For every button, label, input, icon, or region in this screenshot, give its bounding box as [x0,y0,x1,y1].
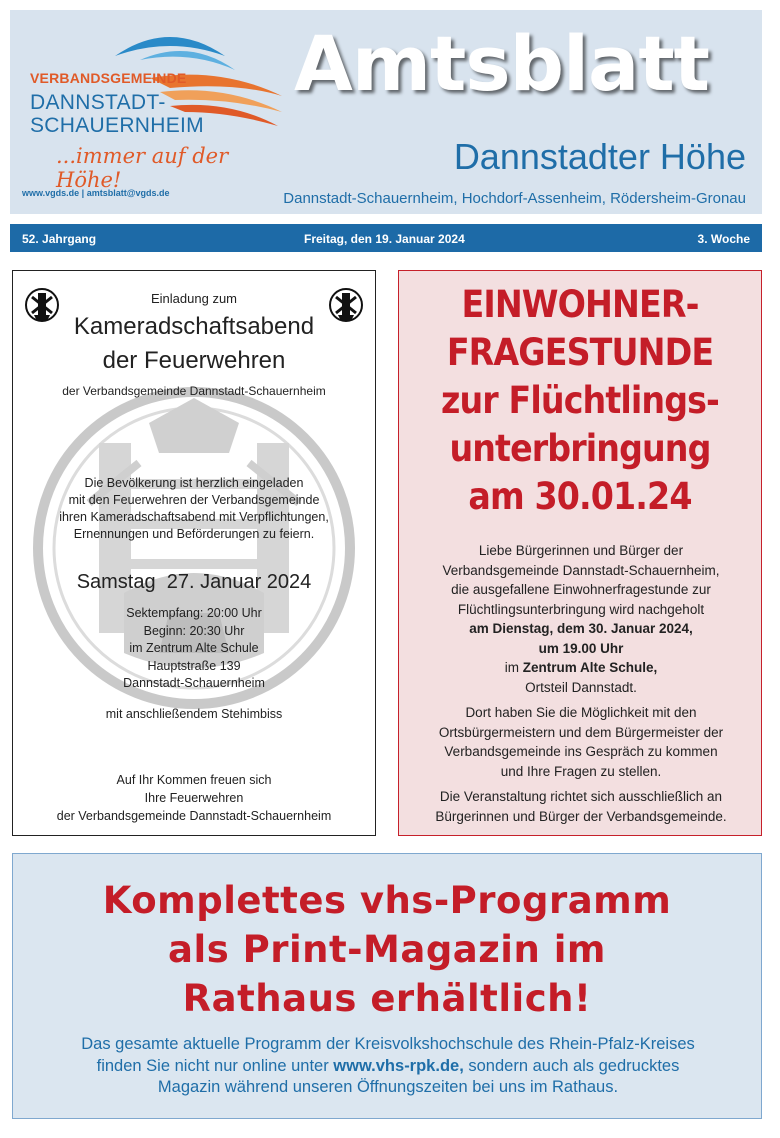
invitation-subtitle: der Verbandsgemeinde Dannstadt-Schauernheim [62,384,326,398]
town-list: Dannstadt-Schauernheim, Hochdorf-Assenheim, Rödersheim-Gronau [283,190,746,207]
vhs-text: finden Sie nicht nur online unter [96,1056,334,1075]
detail-line: Hauptstraße 139 [147,658,241,673]
notice-line: Verbandsgemeinde Dannstadt-Schauernheim, [442,562,720,578]
notice-time: um 19.00 Uhr [538,640,624,656]
location-prefix: im [504,660,523,675]
vhs-website-link[interactable]: www.vhs-rpk.de, [333,1056,464,1075]
vhs-line: Das gesamte aktuelle Programm der Kreisvolkshochschule des Rhein-Pfalz-Kreises [81,1035,695,1053]
vhs-line [23,1056,753,1078]
closing-line: der Verbandsgemeinde Dannstadt-Schauernheim [56,809,332,823]
invitation-closing [13,771,375,825]
detail-line: Beginn: 20:30 Uhr [143,623,245,638]
invitation-title-line1: Kameradschaftsabend [73,313,315,340]
closing-line: Ihre Feuerwehren [144,791,244,805]
body-line: ihren Kameradschaftsabend mit Verpflichtungen, [59,510,329,524]
volume-label: 52. Jahrgang [22,232,97,246]
masthead-subtitle: Dannstadter Höhe [453,136,746,177]
headline-line: als Print-Magazin im [168,928,606,971]
issue-info-bar [10,224,762,252]
logo-org: VERBANDSGEMEINDE [30,70,187,86]
headline-line: Komplettes vhs-Programm [102,879,672,922]
logo-slogan: ...immer auf der Höhe! [56,144,229,192]
vg-logo [20,26,290,196]
headline-line: am 30.01.24 [468,475,692,518]
closing-line: Auf Ihr Kommen freuen sich [116,773,272,787]
headline-line: unterbringung [449,427,711,470]
detail-line: Dannstadt-Schauernheim [123,676,265,690]
notice-line: Ortsbürgermeistern und dem Bürgermeister der [438,724,724,740]
vhs-line: Magazin während unseren Öffnungszeiten bei uns im Rathaus. [157,1078,619,1096]
notice-line: Bürgerinnen und Bürger der Verbandsgemeinde. [435,808,727,824]
notice-headline [417,281,743,521]
body-line: mit den Feuerwehren der Verbandsgemeinde [68,493,320,507]
contact-info[interactable]: www.vgds.de | amtsblatt@vgds.de [22,188,170,198]
notice-line: Flüchtlingsunterbringung wird nachgeholt [457,601,705,617]
headline-line: zur Flüchtlings- [441,379,719,422]
notice-line: Dort haben Sie die Möglichkeit mit den [465,705,697,720]
vhs-text: sondern auch als gedrucktes [463,1056,680,1075]
notice-line: die ausgefallene Einwohnerfragestunde zur [451,582,711,597]
event-date: Samstag 27. Januar 2024 [76,571,312,593]
notice-line: Liebe Bürgerinnen und Bürger der [478,543,684,558]
headline-line: Rathaus erhältlich! [182,977,592,1020]
week-label: 3. Woche [697,232,750,246]
invitation-intro: Einladung zum [151,291,237,306]
invitation-body [13,475,375,543]
masthead-title: Amtsblatt [294,19,709,108]
logo-name-line2: SCHAUERNHEIM [30,114,204,137]
citizen-question-notice [398,270,762,836]
vhs-headline [13,876,761,1023]
location-name: Zentrum Alte Schule, [522,660,658,675]
notice-line: und Ihre Fragen zu stellen. [500,763,662,779]
event-snack: mit anschließendem Stehimbiss [105,707,283,721]
notice-body [405,541,757,826]
notice-date: am Dienstag, dem 30. Januar 2024, [469,621,693,636]
vhs-body [23,1034,753,1099]
fire-brigade-invitation [12,270,376,836]
event-details [13,605,375,693]
issue-date: Freitag, den 19. Januar 2024 [304,232,465,246]
notice-district: Ortsteil Dannstadt. [525,679,637,695]
body-line: Ernennungen und Beförderungen zu feiern. [73,527,315,541]
notice-line: Die Veranstaltung richtet sich ausschließlich an [439,789,723,804]
invitation-title-line2: der Feuerwehren [102,347,286,374]
notice-line: Verbandsgemeinde ins Gespräch zu kommen [444,744,718,759]
notice-location [405,658,757,678]
vhs-program-notice [12,853,762,1119]
headline-line: EINWOHNER- [461,283,699,326]
headline-line: FRAGESTUNDE [446,331,714,374]
body-line: Die Bevölkerung ist herzlich eingeladen [84,476,304,490]
detail-line: im Zentrum Alte Schule [129,641,259,655]
masthead-header [10,10,762,214]
detail-line: Sektempfang: 20:00 Uhr [126,606,262,620]
logo-name-line1: DANNSTADT- [30,91,166,114]
